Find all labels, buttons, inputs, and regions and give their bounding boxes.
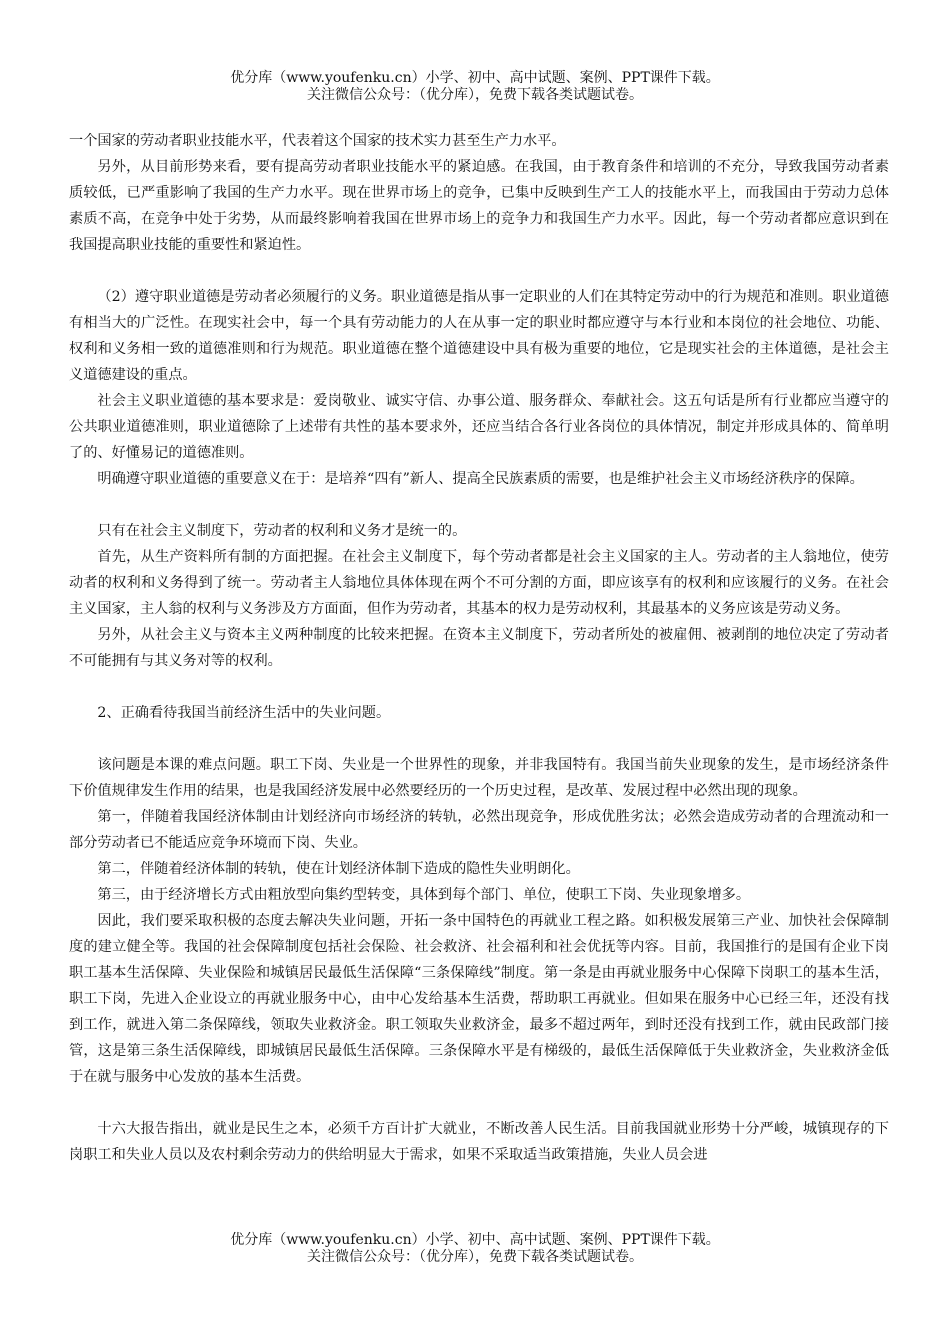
paragraph: 第一，伴随着我国经济体制由计划经济向市场经济的转轨，必然出现竞争，形成优胜劣汰；必然会造成劳动者的合理流动和一部分劳动者已不能适应竞争环境而下岗、失业。	[69, 809, 889, 851]
page-footer	[0, 1232, 950, 1266]
paragraph: 另外，从目前形势来看，要有提高劳动者职业技能水平的紧迫感。在我国，由于教育条件和培训的不充分，导致我国劳动者素质较低，已严重影响了我国的生产力水平。现在世界市场上的竞争，已集中反映到生产工人的技能水平上，而我国由于劳动力总体素质不高，在竞争中处于劣势，从而最终影响着我国在世界市场上的竞争力和我国生产力水平。因此，每一个劳动者都应意识到在我国提高职业技能的重要性和紧迫性。	[69, 159, 889, 253]
header-line-1: 优分库（www.youfenku.cn）小学、初中、高中试题、案例、PPT课件下载。	[230, 70, 720, 86]
footer-line-1: 优分库（www.youfenku.cn）小学、初中、高中试题、案例、PPT课件下载。	[230, 1232, 720, 1248]
footer-line-2: 关注微信公众号：（优分库），免费下载各类试题试卷。	[307, 1249, 643, 1265]
paragraph: 社会主义职业道德的基本要求是：爱岗敬业、诚实守信、办事公道、服务群众、奉献社会。这五句话是所有行业都应当遵守的公共职业道德准则，职业道德除了上述带有共性的基本要求外，还应当结合各行业各岗位的具体情况，制定并形成具体的、简单明了的、好懂易记的道德准则。	[69, 393, 889, 461]
header-line-2: 关注微信公众号：（优分库），免费下载各类试题试卷。	[307, 87, 643, 103]
paragraph-spacer	[69, 726, 889, 752]
paragraph: 第二，伴随着经济体制的转轨，使在计划经济体制下造成的隐性失业明朗化。	[97, 861, 580, 877]
paragraph: 另外，从社会主义与资本主义两种制度的比较来把握。在资本主义制度下，劳动者所处的被雇佣、被剥削的地位决定了劳动者不可能拥有与其义务对等的权利。	[69, 627, 889, 669]
paragraph: 只有在社会主义制度下，劳动者的权利和义务才是统一的。	[97, 523, 467, 539]
paragraph-spacer	[69, 1090, 889, 1116]
paragraph-spacer	[69, 492, 889, 518]
paragraph-spacer	[69, 258, 889, 284]
paragraph: 一个国家的劳动者职业技能水平，代表着这个国家的技术实力甚至生产力水平。	[69, 133, 566, 149]
paragraph: 因此，我们要采取积极的态度去解决失业问题，开拓一条中国特色的再就业工程之路。如积极发展第三产业、加快社会保障制度的建立健全等。我国的社会保障制度包括社会保险、社会救济、社会福利和社会优抚等内容。目前，我国推行的是国有企业下岗职工基本生活保障、失业保险和城镇居民最低生活保障“三条保障线”制度。第一条是由再就业服务中心保障下岗职工的基本生活，职工下岗，先进入企业设立的再就业服务中心，由中心发给基本生活费，帮助职工再就业。但如果在服务中心已经三年，还没有找到工作，就进入第二条保障线，领取失业救济金。职工领取失业救济金，最多不超过两年，到时还没有找到工作，就由民政部门接管，这是第三条生活保障线，即城镇居民最低生活保障。三条保障水平是有梯级的，最低生活保障低于失业救济金，失业救济金低于在就与服务中心发放的基本生活费。	[69, 913, 889, 1085]
paragraph-spacer	[69, 674, 889, 700]
paragraph: 明确遵守职业道德的重要意义在于：是培养“四有”新人、提高全民族素质的需要，也是维护社会主义市场经济秩序的保障。	[97, 471, 864, 487]
section-heading: 2、正确看待我国当前经济生活中的失业问题。	[97, 705, 391, 721]
page-header	[0, 70, 950, 104]
document-body	[69, 128, 889, 1168]
section-paragraph: （2）遵守职业道德是劳动者必须履行的义务。职业道德是指从事一定职业的人们在其特定劳动中的行为规范和准则。职业道德有相当大的广泛性。在现实社会中，每一个具有劳动能力的人在从事一定的职业时都应遵守与本行业和本岗位的社会地位、功能、权利和义务相一致的道德准则和行为规范。职业道德在整个道德建设中具有极为重要的地位，它是现实社会的主体道德，是社会主义道德建设的重点。	[69, 289, 889, 383]
paragraph: 该问题是本课的难点问题。职工下岗、失业是一个世界性的现象，并非我国特有。我国当前失业现象的发生，是市场经济条件下价值规律发生作用的结果，也是我国经济发展中必然要经历的一个历史过程，是改革、发展过程中必然出现的现象。	[69, 757, 889, 799]
paragraph: 十六大报告指出，就业是民生之本，必须千方百计扩大就业，不断改善人民生活。目前我国就业形势十分严峻，城镇现存的下岗职工和失业人员以及农村剩余劳动力的供给明显大于需求，如果不采取适当政策措施，失业人员会进	[69, 1121, 889, 1163]
paragraph: 第三，由于经济增长方式由粗放型向集约型转变，具体到每个部门、单位，使职工下岗、失业现象增多。	[97, 887, 751, 903]
paragraph: 首先，从生产资料所有制的方面把握。在社会主义制度下，每个劳动者都是社会主义国家的主人。劳动者的主人翁地位，使劳动者的权利和义务得到了统一。劳动者主人翁地位具体体现在两个不可分割的方面，即应该享有的权利和应该履行的义务。在社会主义国家，主人翁的权利与义务涉及方方面面，但作为劳动者，其基本的权力是劳动权利，其最基本的义务应该是劳动义务。	[69, 549, 889, 617]
